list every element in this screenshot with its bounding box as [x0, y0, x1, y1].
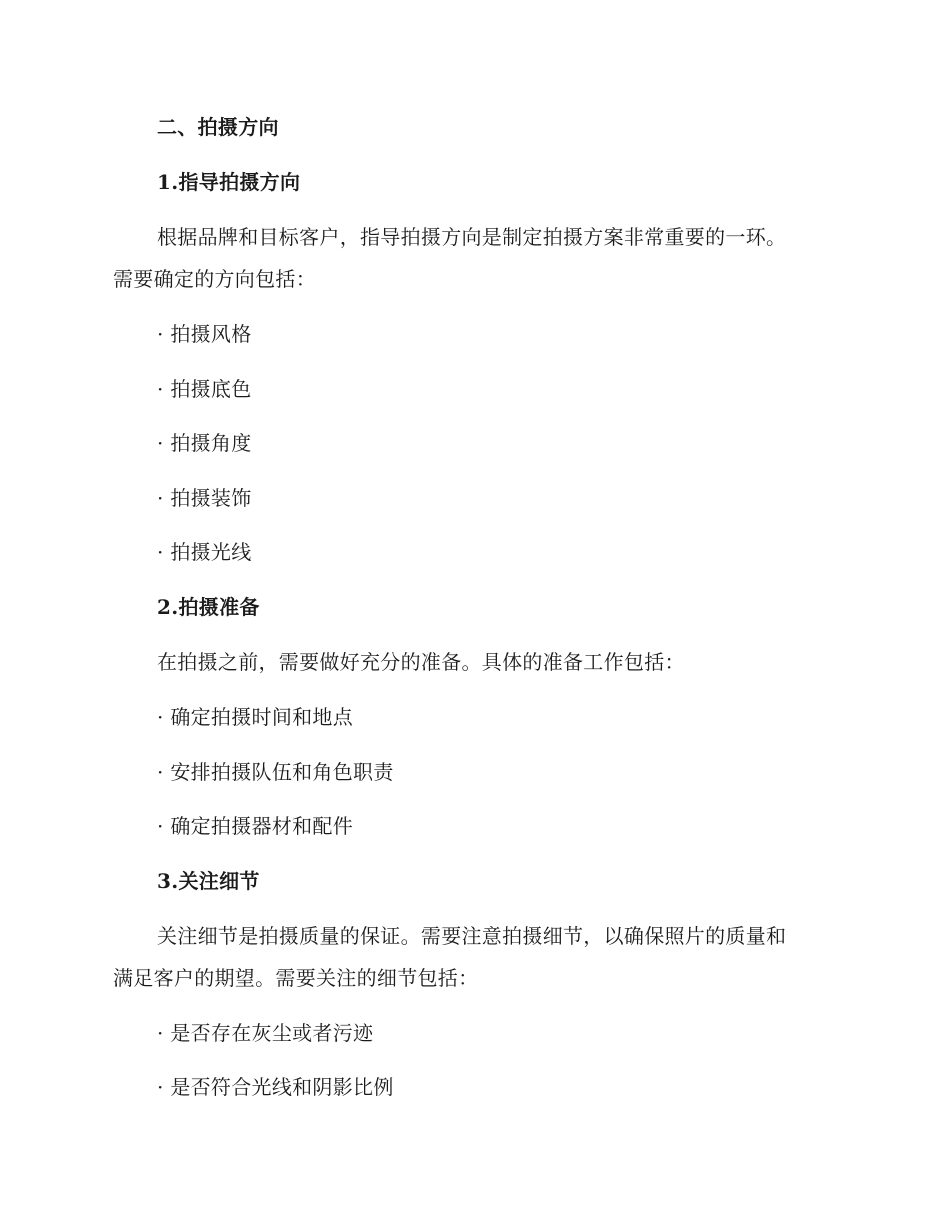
subsection-3-heading: 3.关注细节 [157, 869, 260, 893]
list-item: · 拍摄角度 [157, 431, 252, 455]
list-item: · 确定拍摄器材和配件 [157, 814, 354, 838]
subsection-2-paragraph-line-1: 在拍摄之前，需要做好充分的准备。具体的准备工作包括： [157, 650, 685, 674]
subsection-1-paragraph-line-1: 根据品牌和目标客户，指导拍摄方向是制定拍摄方案非常重要的一环。 [157, 225, 787, 249]
list-item: · 拍摄风格 [157, 322, 252, 346]
list-item: · 拍摄底色 [157, 377, 252, 401]
subsection-3-paragraph-line-1: 关注细节是拍摄质量的保证。需要注意拍摄细节，以确保照片的质量和 [157, 924, 787, 948]
section-heading: 二、拍摄方向 [157, 115, 279, 139]
subsection-2-heading: 2.拍摄准备 [157, 595, 260, 619]
list-item: · 是否符合光线和阴影比例 [157, 1075, 394, 1099]
list-item: · 确定拍摄时间和地点 [157, 705, 354, 729]
list-item: · 拍摄光线 [157, 540, 252, 564]
list-item: · 拍摄装饰 [157, 486, 252, 510]
subsection-3-paragraph-line-2: 满足客户的期望。需要关注的细节包括： [113, 966, 479, 990]
subsection-1-heading: 1.指导拍摄方向 [157, 170, 301, 194]
subsection-1-paragraph-line-2: 需要确定的方向包括： [113, 267, 316, 291]
list-item: · 安排拍摄队伍和角色职责 [157, 760, 394, 784]
list-item: · 是否存在灰尘或者污迹 [157, 1021, 374, 1045]
